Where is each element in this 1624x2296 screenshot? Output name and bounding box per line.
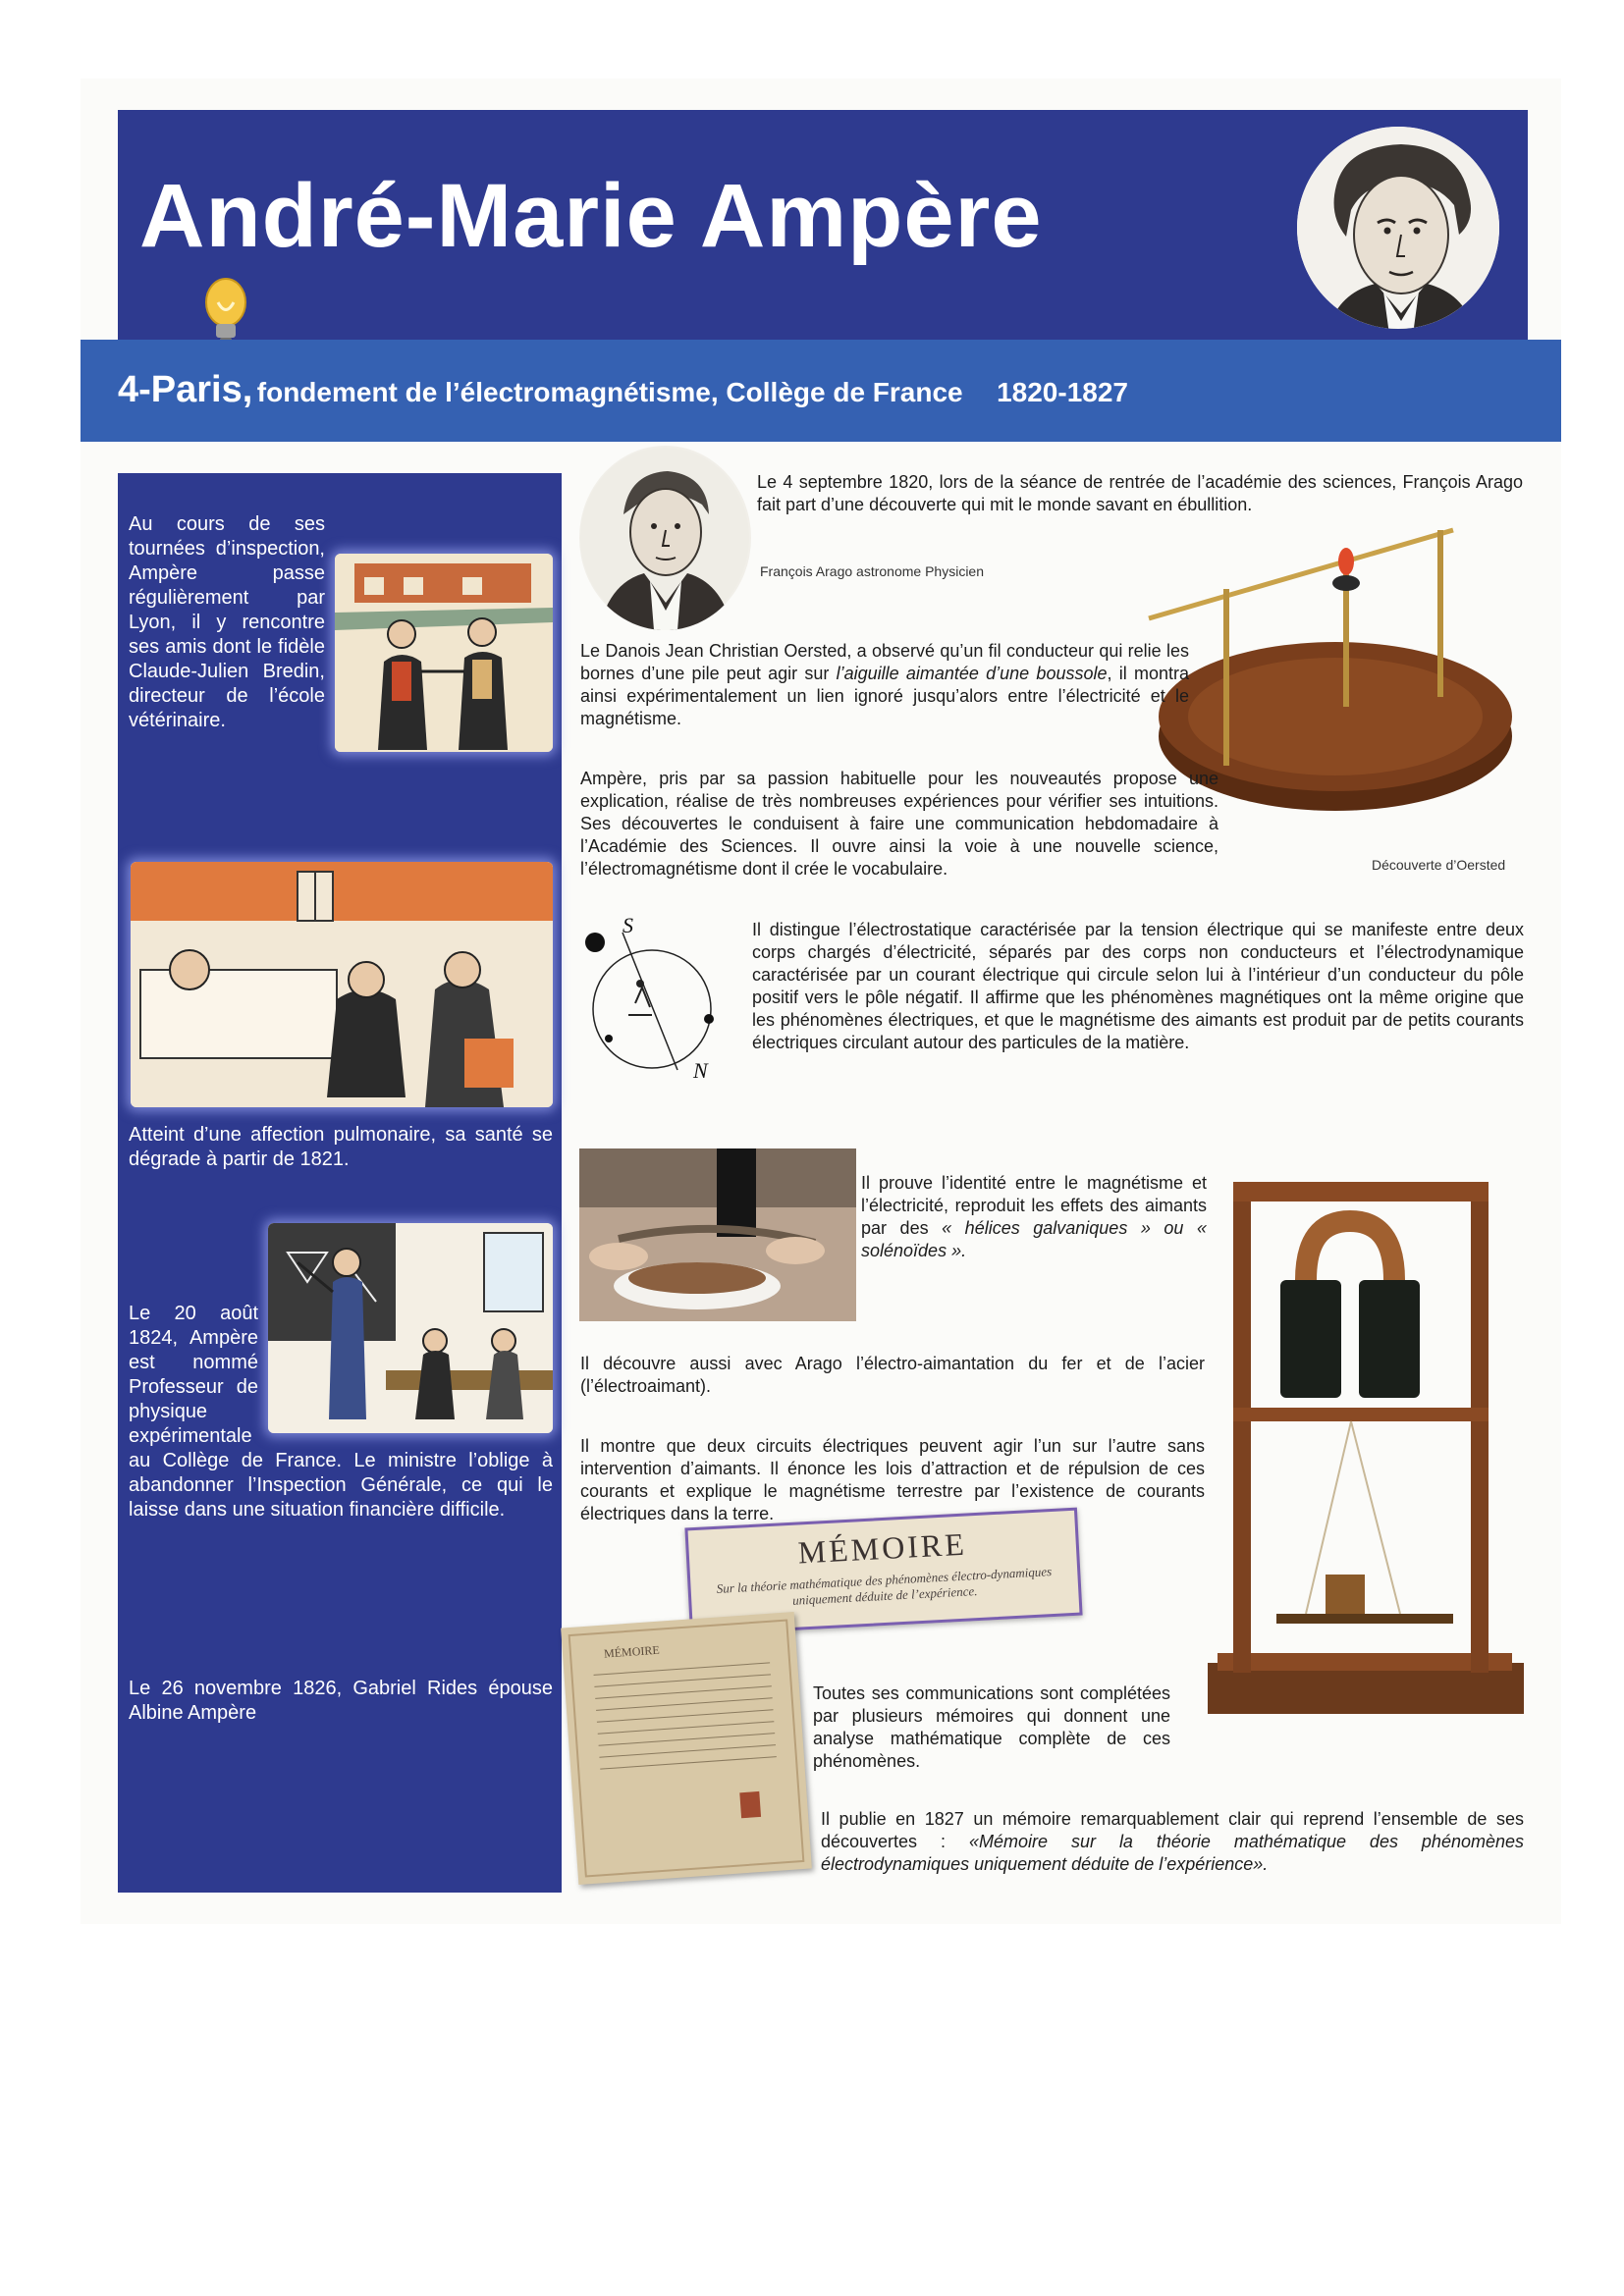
sidebar-paragraph-4: Le 26 novembre 1826, Gabriel Rides épouse Albine Ampère: [129, 1678, 553, 1724]
sidebar-paragraph-1: Au cours de ses tournées d’inspection, Ampère passe régulièrement par Lyon, il y rencontre ses amis dont le fidèle Claude-Julien Bredin, directeur de l’école vétérinaire.: [129, 513, 325, 731]
subtitle-topic: fondement de l’électromagnétisme, Collège de France: [256, 377, 963, 407]
memoire-book-label: MÉMOIRE: [603, 1642, 661, 1661]
electroaimant-text: Il découvre aussi avec Arago l’électro-aimantation du fer et de l’acier (l’électroaimant).: [580, 1354, 1205, 1396]
prouve-text-italic: « hélices galvaniques » ou « solénoïdes ».: [861, 1218, 1207, 1260]
sidebar-text-professor: [129, 1223, 553, 1522]
oersted-caption: Découverte d’Oersted: [1372, 857, 1506, 873]
sidebar-text-lyon: [129, 512, 553, 731]
memoire-subtitle: Sur la théorie mathématique des phénomènes électro-dynamiques uniquement déduite de l’expérience.: [716, 1564, 1053, 1608]
publie-text: [821, 1808, 1524, 1876]
oersted-text-b: , il montra ainsi expérimentalement un lien ignoré jusqu’alors entre l’électricité et le magnétisme.: [580, 664, 1189, 728]
oersted-text-a: Le Danois Jean Christian Oersted, a observé qu’un fil conducteur qui relie les bornes d’une pile peut agir sur: [580, 641, 1189, 683]
arago-portrait: [579, 446, 751, 630]
electromagnet-apparatus: [1208, 1162, 1524, 1714]
oersted-text-italic: l’aiguille aimantée d’une boussole: [836, 664, 1108, 683]
illustration-sickbed: [131, 862, 553, 1107]
subtitle-place: 4-Paris,: [118, 369, 253, 410]
solenoid-photo: [579, 1148, 856, 1321]
ampere-portrait: [1294, 124, 1502, 332]
illustration-classroom: [268, 1223, 553, 1433]
distingue-text: Il distingue l’électrostatique caractérisée par la tension électrique qui se manifeste entre deux corps chargés d’électricité, séparés par des corps non conducteurs et l’électrodynamique caractérisée par un courant électrique qui circule selon lui à l’intérieur d’un conducteur du pôle positif vers le pôle négatif. Il affirme que les phénomènes magnétiques ont la même origine que les phénomènes électriques, et que le magnétisme des aimants est produit par de petits courants électriques circulant autour des particules de la matière.: [752, 920, 1524, 1052]
compass-south-label: S: [623, 913, 633, 937]
memoire-book: [561, 1612, 812, 1885]
prouve-text-a: Il prouve l’identité entre le magnétisme et l’électricité, reproduit les effets des aimants par des: [861, 1173, 1207, 1238]
subtitle-years: 1820-1827: [997, 377, 1128, 407]
page-title: André-Marie Ampère: [139, 166, 1043, 266]
subtitle: [118, 369, 1128, 411]
oersted-text: [580, 640, 1189, 730]
sidebar-paragraph-2: Atteint d’une affection pulmonaire, sa santé se dégrade à partir de 1821.: [129, 1124, 553, 1170]
circuits-text: Il montre que deux circuits électriques peuvent agir l’un sur l’autre sans intervention d’aimants. Il énonce les lois d’attraction et de répulsion de ces courants et explique le magnétisme terrestre par l’existence de courants électriques dans la terre.: [580, 1436, 1205, 1523]
publie-text-a: Il publie en 1827 un mémoire remarquablement clair qui reprend l’ensemble de ses découvertes :: [821, 1809, 1524, 1851]
arago-caption: François Arago astronome Physicien: [760, 563, 984, 579]
communications-text: Toutes ses communications sont complétées par plusieurs mémoires qui donnent une analyse mathématique complète de ces phénomènes.: [813, 1683, 1170, 1771]
illustration-friends: [335, 554, 553, 752]
compass-north-label: N: [693, 1058, 708, 1082]
memoire-title: MÉMOIRE: [796, 1525, 968, 1571]
prouve-text: [861, 1172, 1207, 1262]
arago-text: Le 4 septembre 1820, lors de la séance de rentrée de l’académie des sciences, François Arago fait part d’une découverte qui mit le monde savant en ébullition.: [757, 472, 1523, 514]
compass-diagram: [581, 913, 729, 1082]
publie-text-italic: «Mémoire sur la théorie mathématique des phénomènes électrodynamiques uniquement déduite de l’expérience».: [821, 1832, 1524, 1874]
ampere-text: Ampère, pris par sa passion habituelle pour les nouveautés propose une explication, réalise de très nombreuses expériences pour vérifier ses intuitions. Ses découvertes le conduisent à faire une communication hebdomadaire à l’Académie des Sciences. Il ouvre ainsi la voie à une nouvelle science, l’électromagnétisme dont il crée le vocabulaire.: [580, 769, 1218, 879]
sidebar-paragraph-3: Le 20 août 1824, Ampère est nommé Professeur de physique expérimentale au Collège de France. Le ministre l’oblige à abandonner l’Inspection Générale, ce qui le laisse dans une situation financière difficile.: [129, 1303, 553, 1521]
